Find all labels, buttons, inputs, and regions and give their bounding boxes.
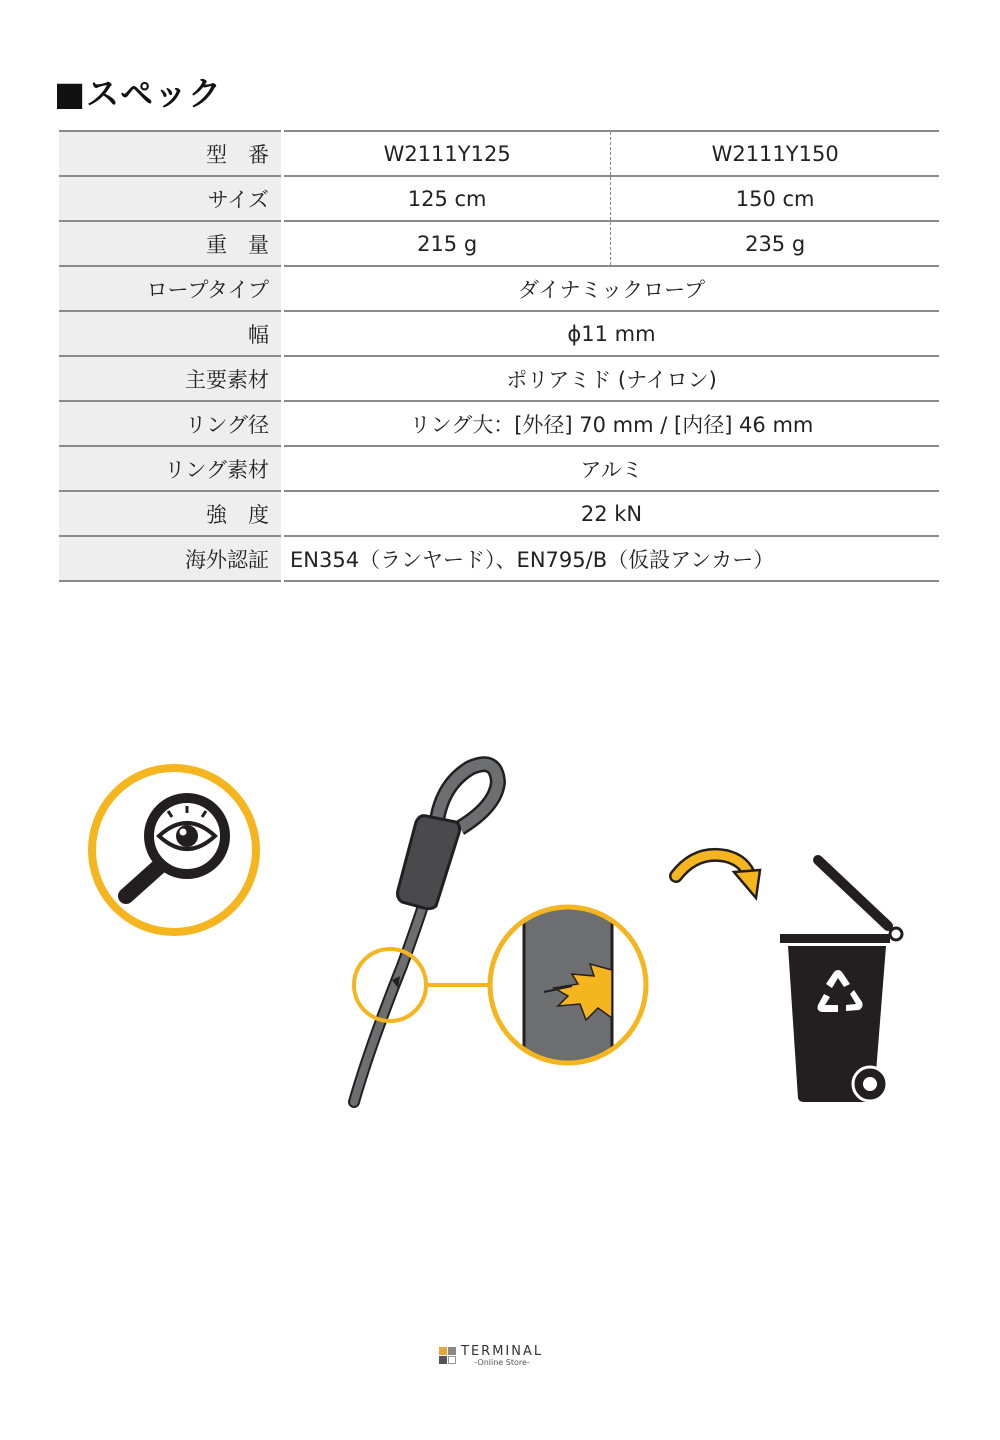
size-value-150: 150 cm (611, 176, 939, 221)
row-label: 幅 (59, 311, 283, 356)
row-label: 海外認証 (59, 536, 283, 581)
table-row (59, 266, 939, 311)
row-label: 型 番 (59, 131, 283, 176)
width-value: ϕ11 mm (283, 311, 940, 356)
inspect-eye-magnifier-icon (84, 762, 264, 942)
ring-diameter-value: リング大：[外径] 70 mm / [内径] 46 mm (283, 401, 940, 446)
table-row (59, 176, 939, 221)
table-row (59, 356, 939, 401)
row-label: リング素材 (59, 446, 283, 491)
brand-name: TERMINAL (461, 1344, 544, 1359)
curved-arrow-icon (668, 844, 768, 904)
recycle-bin-icon (776, 854, 910, 1106)
damaged-lanyard-icon (340, 756, 660, 1108)
table-row (59, 536, 939, 581)
model-value-150: W2111Y150 (611, 131, 939, 176)
row-label: 重 量 (59, 221, 283, 266)
table-row (59, 446, 939, 491)
strength-value: 22 kN (283, 491, 940, 536)
terminal-logo (439, 1344, 543, 1368)
logo-mark-icon (439, 1347, 457, 1365)
row-label: 主要素材 (59, 356, 283, 401)
table-row (59, 131, 939, 176)
weight-value-150: 235 g (611, 221, 939, 266)
rope-type-value: ダイナミックロープ (283, 266, 940, 311)
certification-value: EN354（ランヤード）、EN795/B（仮設アンカー） (283, 536, 940, 581)
section-title: ■スペック (54, 74, 223, 113)
table-row (59, 401, 939, 446)
size-value-125: 125 cm (283, 176, 611, 221)
table-row (59, 491, 939, 536)
model-value-125: W2111Y125 (283, 131, 611, 176)
weight-value-125: 215 g (283, 221, 611, 266)
brand-sub: -Online Store- (474, 1358, 530, 1367)
row-label: 強 度 (59, 491, 283, 536)
spec-table (59, 130, 939, 582)
table-row (59, 311, 939, 356)
table-row (59, 221, 939, 266)
row-label: ロープタイプ (59, 266, 283, 311)
ring-material-value: アルミ (283, 446, 940, 491)
material-value: ポリアミド (ナイロン) (283, 356, 940, 401)
row-label: サイズ (59, 176, 283, 221)
row-label: リング径 (59, 401, 283, 446)
